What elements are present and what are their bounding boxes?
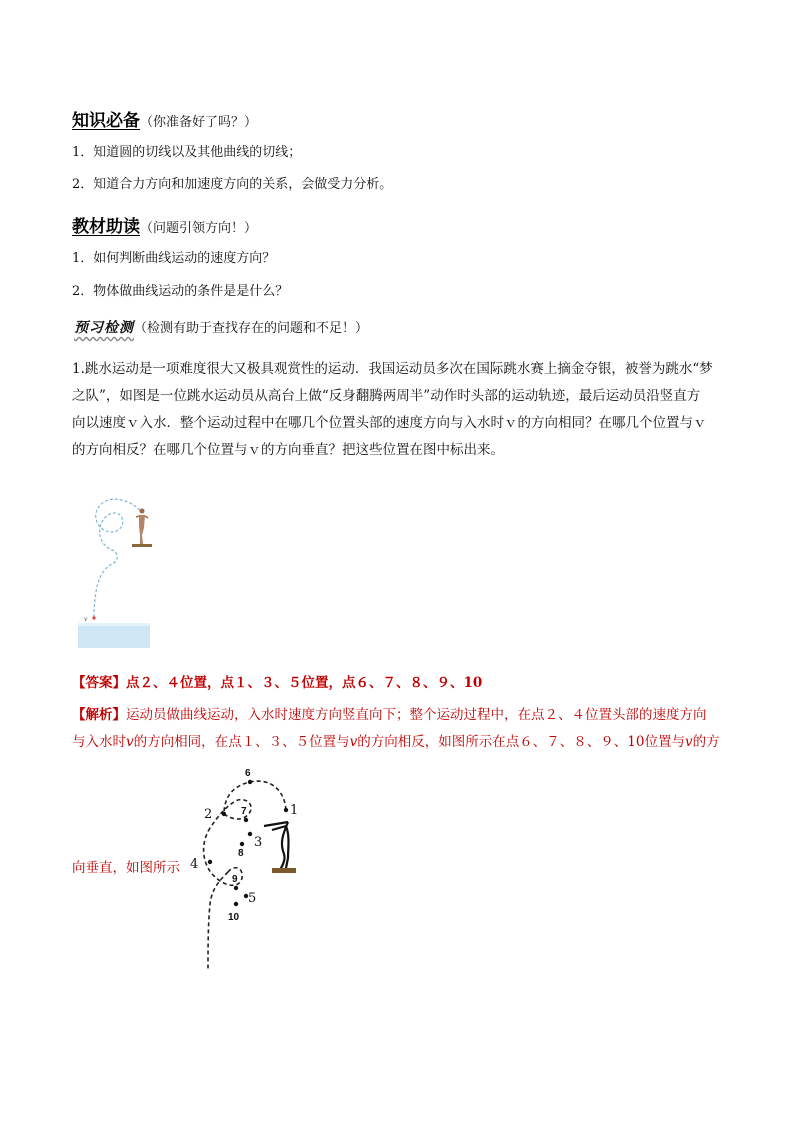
analysis	[72, 702, 732, 756]
point-3	[248, 832, 252, 836]
label-10: 10	[228, 912, 240, 923]
section-subtitle: （问题引领方向！）	[140, 221, 258, 236]
platform	[272, 868, 296, 873]
label-2: 2	[204, 807, 213, 822]
question-line: 之队”，如图是一位跳水运动员从高台上做“反身翻腾两周半”动作时头部的运动轨迹，最后运动员沿竖直方	[72, 388, 701, 404]
answer-tag: 【答案】	[72, 675, 126, 691]
section-knowledge	[72, 106, 257, 131]
section-subtitle: （你准备好了吗？）	[140, 115, 258, 130]
question-line: 的方向相反？在哪几个位置与ｖ的方向垂直？把这些位置在图中标出来。	[72, 442, 504, 458]
list-item: 2．知道合力方向和加速度方向的关系，会做受力分析。	[72, 177, 393, 192]
velocity-label: v	[84, 616, 88, 623]
label-6: 6	[245, 768, 251, 779]
answer	[72, 670, 482, 697]
section-preview-test	[74, 317, 368, 337]
point-8	[240, 842, 244, 846]
question-text	[72, 356, 732, 464]
point-4	[208, 860, 212, 864]
entry-point	[92, 616, 95, 619]
section-title: 教材助读	[72, 217, 140, 237]
label-8: 8	[238, 848, 244, 859]
analysis-line: 运动员做曲线运动，入水时速度方向竖直向下；整个运动过程中，在点２、４位置头部的速度方向	[126, 707, 707, 723]
diver-figure	[264, 822, 289, 870]
point-7	[244, 818, 248, 822]
diver-trajectory-figure	[74, 488, 158, 652]
point-6	[248, 780, 252, 784]
label-7: 7	[241, 806, 247, 817]
section-title: 预习检测	[74, 320, 134, 336]
point-2	[222, 812, 226, 816]
water-surface	[78, 623, 150, 648]
numbered-trajectory-diagram	[188, 764, 308, 970]
platform	[132, 544, 152, 547]
point-10	[234, 902, 238, 906]
section-subtitle: （检测有助于查找存在的问题和不足！）	[134, 321, 369, 336]
list-item: 2．物体做曲线运动的条件是是什么？	[72, 284, 289, 299]
label-5: 5	[248, 891, 257, 906]
analysis-line: 与入水时v的方向相同，在点１、３、５位置与v的方向相反，如图所示在点６、７、８、９、10位置与v的方	[72, 734, 720, 750]
analysis-line: 向垂直，如图所示	[72, 860, 180, 876]
label-9: 9	[232, 874, 238, 885]
question-line: 向以速度ｖ入水．整个运动过程中在哪几个位置头部的速度方向与入水时ｖ的方向相同？在哪几个位置与ｖ	[72, 415, 707, 431]
answer-text: 点２、４位置，点１、３、５位置，点６、７、８、９、10	[126, 675, 483, 691]
list-item: 1．如何判断曲线运动的速度方向？	[72, 251, 276, 266]
point-9	[234, 886, 238, 890]
diver-figure	[136, 509, 148, 545]
question-line: 1.跳水运动是一项难度很大又极具观赏性的运动．我国运动员多次在国际跳水赛上摘金夺银，被誉为跳水“梦	[72, 361, 713, 377]
label-1: 1	[290, 803, 299, 818]
analysis-tag: 【解析】	[72, 707, 126, 723]
label-3: 3	[254, 835, 263, 850]
point-1	[284, 808, 288, 812]
list-item: 1．知道圆的切线以及其他曲线的切线；	[72, 145, 302, 160]
trajectory-path	[94, 499, 140, 618]
label-4: 4	[190, 857, 199, 872]
section-title: 知识必备	[72, 111, 140, 131]
section-reading	[72, 212, 257, 237]
